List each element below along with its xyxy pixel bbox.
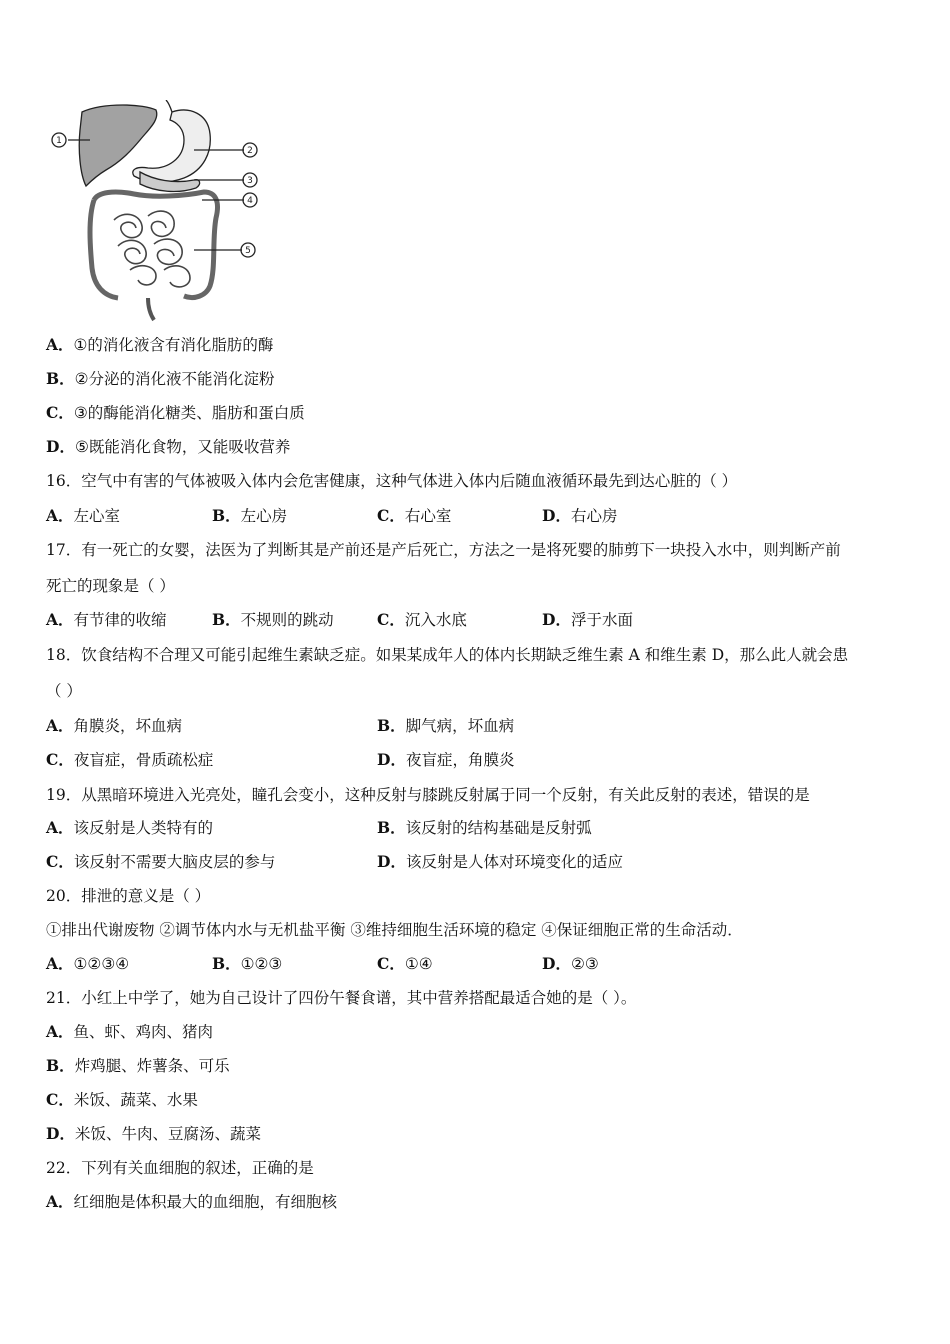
q17-option-a: A．有节律的收缩 bbox=[46, 610, 167, 629]
marker-4: 4 bbox=[247, 196, 253, 206]
q15-option-b: B．②分泌的消化液不能消化淀粉 bbox=[46, 369, 275, 388]
q16-option-d: D．右心房 bbox=[542, 506, 618, 525]
q19-stem: 19．从黑暗环境进入光亮处，瞳孔会变小，这种反射与膝跳反射属于同一个反射，有关此反射的表述，错误的是 bbox=[46, 786, 810, 804]
q18-option-a: A．角膜炎，坏血病 bbox=[46, 716, 183, 735]
q21-stem: 21．小红上中学了，她为自己设计了四份午餐食谱，其中营养搭配最适合她的是（ ）。 bbox=[46, 989, 637, 1007]
q20-option-b: B．①②③ bbox=[212, 954, 283, 973]
q18-option-b: B．脚气病，坏血病 bbox=[377, 716, 515, 735]
q16-option-a: A．左心室 bbox=[46, 506, 121, 525]
q21-option-d: D．米饭、牛肉、豆腐汤、蔬菜 bbox=[46, 1124, 261, 1143]
q18-option-c: C．夜盲症，骨质疏松症 bbox=[46, 750, 214, 769]
q16-option-b: B．左心房 bbox=[212, 506, 288, 525]
marker-3: 3 bbox=[247, 176, 253, 186]
marker-5: 5 bbox=[245, 246, 251, 256]
q20-stem: 20．排泄的意义是（ ） bbox=[46, 887, 211, 905]
q20-option-c: C．①④ bbox=[377, 954, 433, 973]
q15-option-a: A．①的消化液含有消化脂肪的酶 bbox=[46, 335, 274, 354]
digestive-system-diagram bbox=[44, 100, 274, 322]
q17-option-b: B．不规则的跳动 bbox=[212, 610, 334, 629]
q21-option-c: C．米饭、蔬菜、水果 bbox=[46, 1090, 198, 1109]
small-intestine-shape bbox=[114, 211, 190, 287]
q15-option-d: D．⑤既能消化食物，又能吸收营养 bbox=[46, 437, 291, 456]
marker-1: 1 bbox=[56, 136, 62, 146]
q18-option-d: D．夜盲症，角膜炎 bbox=[377, 750, 515, 769]
q21-option-a: A．鱼、虾、鸡肉、猪肉 bbox=[46, 1022, 214, 1041]
q19-option-b: B．该反射的结构基础是反射弧 bbox=[377, 818, 592, 837]
q20-option-a: A．①②③④ bbox=[46, 954, 130, 973]
q15-option-c: C．③的酶能消化糖类、脂肪和蛋白质 bbox=[46, 403, 305, 422]
q21-option-b: B．炸鸡腿、炸薯条、可乐 bbox=[46, 1056, 230, 1075]
q20-items: ①排出代谢废物 ②调节体内水与无机盐平衡 ③维持细胞生活环境的稳定 ④保证细胞正常的生命活动． bbox=[46, 921, 743, 939]
q16-stem: 16．空气中有害的气体被吸入体内会危害健康，这种气体进入体内后随血液循环最先到达心脏的（ ） bbox=[46, 472, 738, 490]
q20-option-d: D．②③ bbox=[542, 954, 599, 973]
q17-option-c: C．沉入水底 bbox=[377, 610, 467, 629]
q17-stem-line2: 死亡的现象是（ ） bbox=[46, 577, 175, 595]
q19-option-c: C．该反射不需要大脑皮层的参与 bbox=[46, 852, 276, 871]
q22-option-a: A．红细胞是体积最大的血细胞，有细胞核 bbox=[46, 1192, 338, 1211]
q22-stem: 22．下列有关血细胞的叙述，正确的是 bbox=[46, 1159, 314, 1177]
q17-option-d: D．浮于水面 bbox=[542, 610, 633, 629]
q19-option-a: A．该反射是人类特有的 bbox=[46, 818, 214, 837]
q18-stem-line2: （ ） bbox=[46, 682, 82, 700]
q18-stem-line1: 18．饮食结构不合理又可能引起维生素缺乏症。如果某成年人的体内长期缺乏维生素 A 和维生素 D，那么此人就会患 bbox=[46, 646, 849, 664]
q16-option-c: C．右心室 bbox=[377, 506, 452, 525]
marker-2: 2 bbox=[247, 146, 253, 156]
q17-stem-line1: 17．有一死亡的女婴，法医为了判断其是产前还是产后死亡，方法之一是将死婴的肺剪下一块投入水中，则判断产前 bbox=[46, 541, 841, 559]
q19-option-d: D．该反射是人体对环境变化的适应 bbox=[377, 852, 623, 871]
